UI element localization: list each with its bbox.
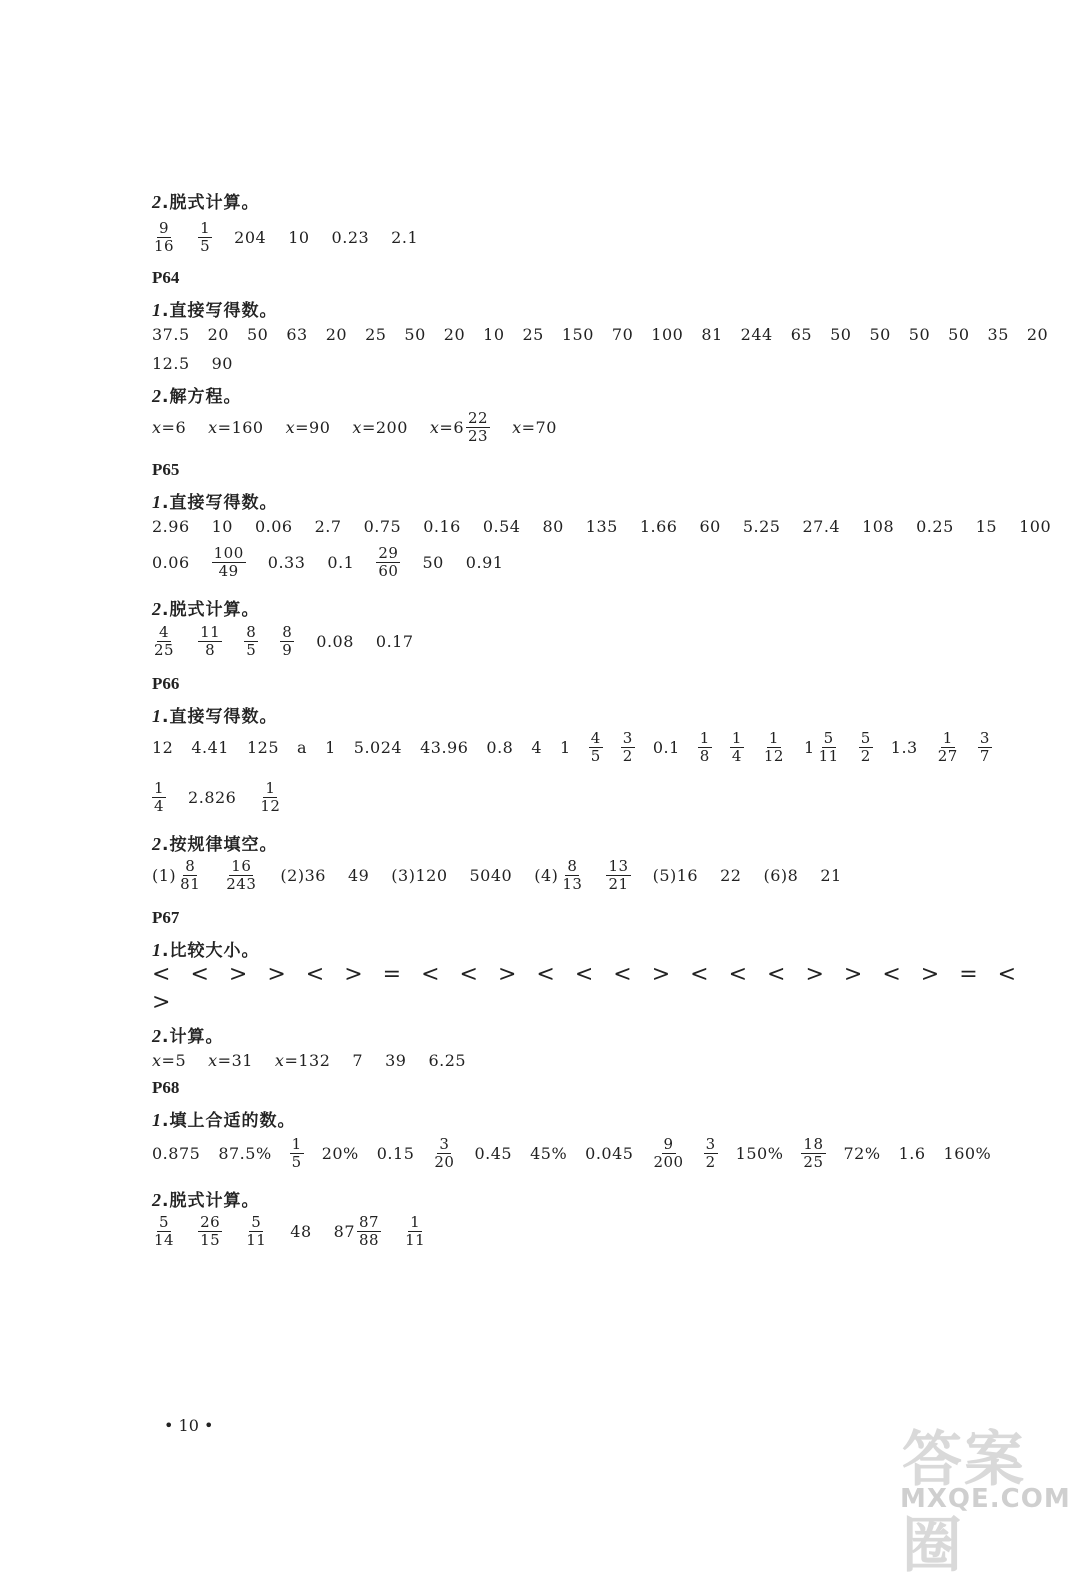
fraction: $\frac{1}{11}$ <box>405 1213 426 1249</box>
fraction: $\frac{18}{25}$ <box>803 1135 824 1171</box>
answer-row: 37.5 20 50 63 20 25 50 20 10 25 150 70 100 81 244 65 50 50 50 50 35 20 <box>152 325 1049 344</box>
fraction: $\frac{8}{81}$ <box>180 857 201 893</box>
heading-calc: 2.脱式计算。 <box>152 1190 260 1211</box>
fraction: $\frac{26}{15}$ <box>200 1213 221 1249</box>
fraction: $\frac{5}{11}$ <box>818 729 839 765</box>
fraction: $\frac{5}{14}$ <box>154 1213 175 1249</box>
answer-row: 12 4.41 125 a 1 5.024 43.96 0.8 4 1 $\frac{4}{5}$ $\frac{3}{2}$ 0.1 $\frac{1}{8}$ $\frac{1}{4}$ $\frac{1}{12}$ 1 $\frac{5}{11}$ $\frac{5}{2}$ 1.3 $\frac{1}{27}$ $\frac{3}{7}$ <box>152 729 990 765</box>
heading-direct: 1.直接写得数。 <box>152 300 278 321</box>
answer-row: x=6 x=160 x=90 x=200 x =6 $\frac{22}{23}$ x=70 <box>152 409 557 445</box>
fraction: $\frac{5}{2}$ <box>860 729 871 765</box>
fraction: $\frac{11}{8}$ <box>200 623 221 659</box>
fraction: $\frac{3}{2}$ <box>705 1135 716 1171</box>
fraction: $\frac{100}{49}$ <box>213 544 244 580</box>
fraction: $\frac{9}{200}$ <box>653 1135 684 1171</box>
answer-row: $\frac{1}{4}$ 2.826 $\frac{1}{12}$ <box>154 779 281 815</box>
page-label-p65: P65 <box>152 460 180 479</box>
answer-row: $\frac{9}{16}$ $\frac{1}{5}$ 204 10 0.23 2.1 <box>154 219 419 255</box>
fraction: $\frac{1}{12}$ <box>763 729 784 765</box>
fraction: $\frac{3}{20}$ <box>434 1135 455 1171</box>
heading-pattern: 2.按规律填空。 <box>152 834 278 855</box>
fraction: $\frac{1}{5}$ <box>291 1135 302 1171</box>
fraction: $\frac{9}{16}$ <box>154 219 175 255</box>
page-label-p68: P68 <box>152 1078 180 1097</box>
fraction: $\frac{1}{4}$ <box>731 729 742 765</box>
fraction: $\frac{13}{21}$ <box>608 857 629 893</box>
fraction: $\frac{8}{9}$ <box>282 623 293 659</box>
fraction: $\frac{16}{243}$ <box>226 857 257 893</box>
fraction: $\frac{3}{7}$ <box>979 729 990 765</box>
answer-row: 2.96 10 0.06 2.7 0.75 0.16 0.54 80 135 1.66 60 5.25 27.4 108 0.25 15 100 <box>152 517 1052 536</box>
heading-fill: 1.填上合适的数。 <box>152 1110 296 1131</box>
answer-row: x=5 x=31 x=132 7 39 6.25 <box>152 1051 467 1070</box>
page-label-p66: P66 <box>152 674 180 693</box>
answer-row: > <box>152 990 171 1015</box>
answer-row: (1) $\frac{8}{81}$ $\frac{16}{243}$ (2)36 49 (3)120 5040 (4) $\frac{8}{13}$ $\frac{13}{21}$ (5)16 22 (6)8 21 <box>152 857 842 893</box>
fraction: $\frac{5}{11}$ <box>246 1213 267 1249</box>
heading-compute: 2.计算。 <box>152 1026 224 1047</box>
page-label-p64: P64 <box>152 268 180 287</box>
answer-row: < < > > < > = < < > < < < > < < < > > < > = < <box>152 962 1017 987</box>
fraction: $\frac{87}{88}$ <box>359 1213 380 1249</box>
heading-calc: 2.脱式计算。 <box>152 599 260 620</box>
fraction: $\frac{1}{12}$ <box>260 779 281 815</box>
heading-direct: 1.直接写得数。 <box>152 706 278 727</box>
fraction: $\frac{8}{5}$ <box>246 623 257 659</box>
fraction: $\frac{22}{23}$ <box>468 409 489 445</box>
heading-calc: 2.脱式计算。 <box>152 192 260 213</box>
fraction: $\frac{1}{4}$ <box>154 779 165 815</box>
heading-equation: 2.解方程。 <box>152 386 242 407</box>
answer-row: $\frac{4}{25}$ $\frac{11}{8}$ $\frac{8}{5}$ $\frac{8}{9}$ 0.08 0.17 <box>154 623 414 659</box>
heading-direct: 1.直接写得数。 <box>152 492 278 513</box>
page-label-p67: P67 <box>152 908 180 927</box>
heading-compare: 1.比较大小。 <box>152 940 260 961</box>
fraction: $\frac{4}{25}$ <box>154 623 175 659</box>
watermark-logo <box>894 1412 1071 1581</box>
fraction: $\frac{29}{60}$ <box>378 544 399 580</box>
fraction: $\frac{1}{5}$ <box>200 219 211 255</box>
fraction: $\frac{8}{13}$ <box>562 857 583 893</box>
watermark-url: MXQE.COM <box>900 1484 1071 1514</box>
page-number: • 10 • <box>164 1416 214 1435</box>
watermark-text: 答案圈 <box>902 1425 1026 1581</box>
answer-row: 0.06 $\frac{100}{49}$ 0.33 0.1 $\frac{29}{60}$ 50 0.91 <box>152 544 504 580</box>
fraction: $\frac{3}{2}$ <box>622 729 633 765</box>
fraction: $\frac{4}{5}$ <box>590 729 601 765</box>
answer-row: $\frac{5}{14}$ $\frac{26}{15}$ $\frac{5}{11}$ 48 87 $\frac{87}{88}$ $\frac{1}{11}$ <box>154 1213 426 1249</box>
fraction: $\frac{1}{8}$ <box>699 729 710 765</box>
answer-row: 0.875 87.5% $\frac{1}{5}$ 20% 0.15 $\frac{3}{20}$ 0.45 45% 0.045 $\frac{9}{200}$ $\frac{3}{2}$ 150% $\frac{18}{25}$ 72% 1.6 160% <box>152 1135 992 1171</box>
answer-row: 12.5 90 <box>152 354 233 373</box>
fraction: $\frac{1}{27}$ <box>937 729 958 765</box>
